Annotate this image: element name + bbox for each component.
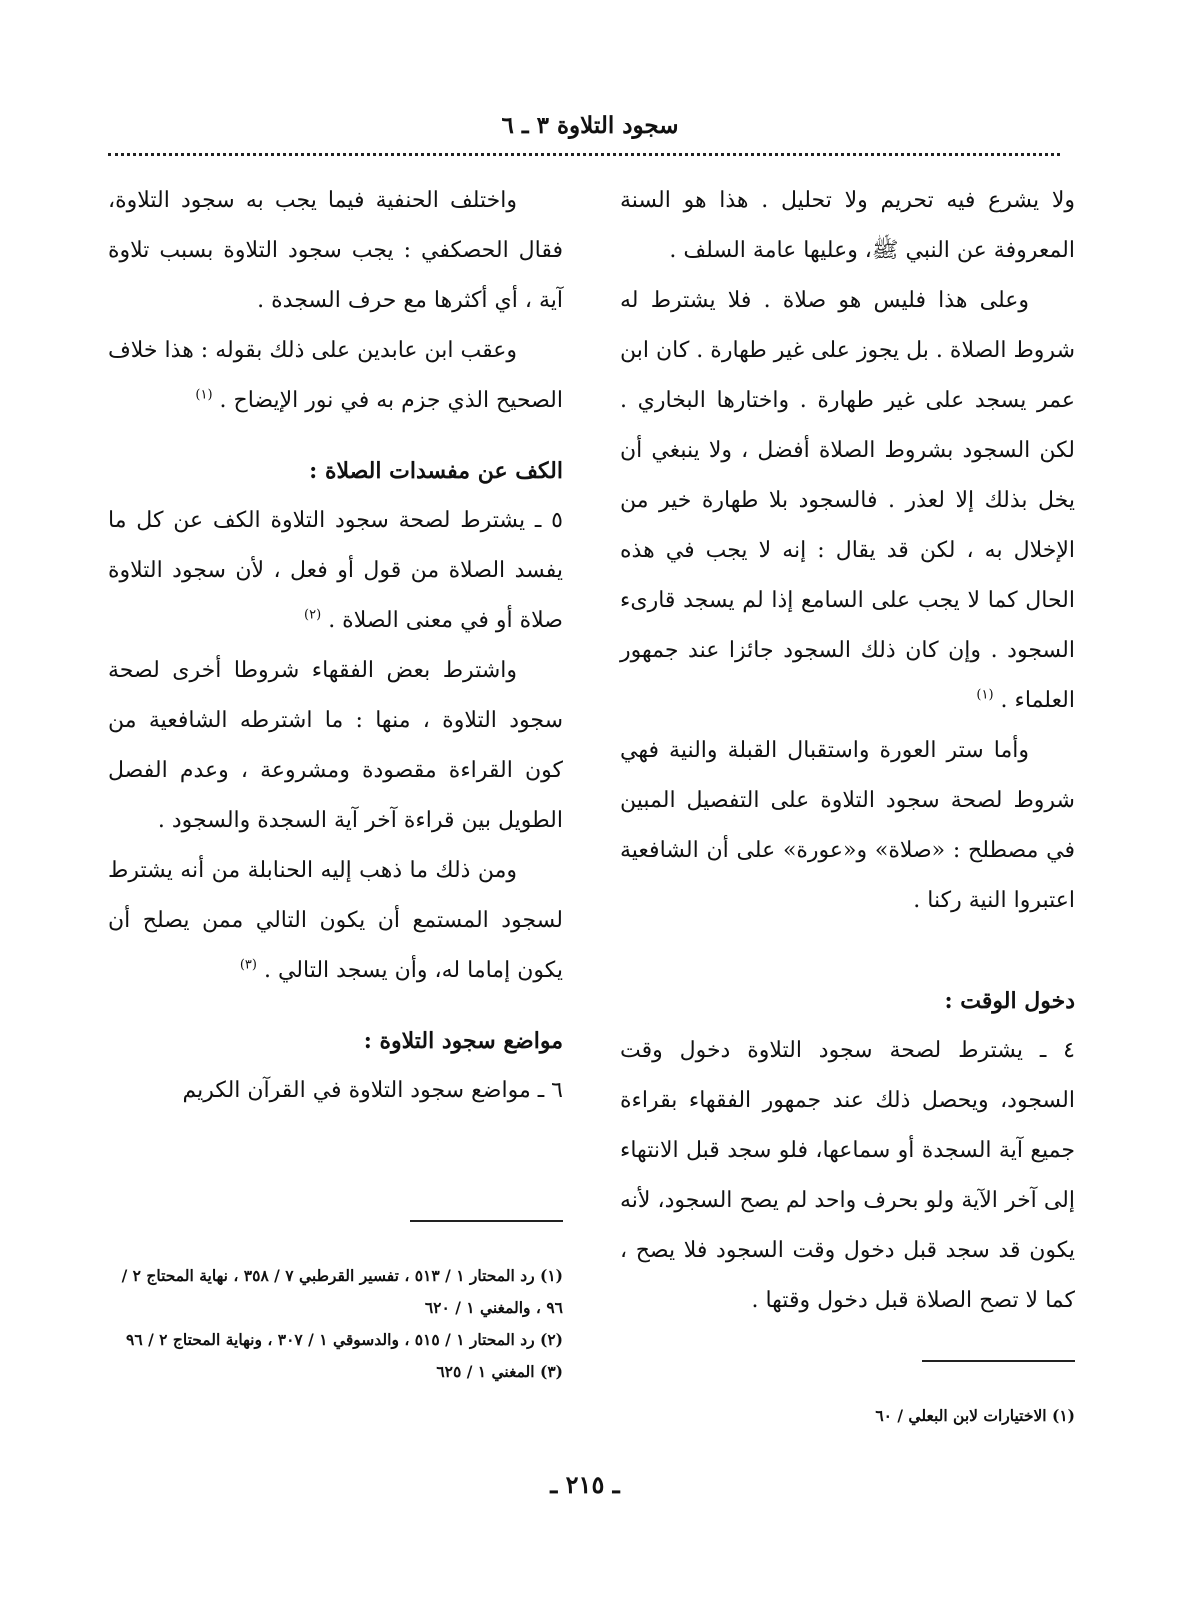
paragraph: وأما ستر العورة واستقبال القبلة والنية فهي شروط لصحة سجود التلاوة على التفصيل المبين في مصطلح : «صلاة» و«عورة» على أن الشافعية اعتبروا النية ركنا . (620, 738, 1075, 913)
paragraph-text: وعقب ابن عابدين على ذلك بقوله : هذا خلاف الصحيح الذي جزم به في نور الإيضاح . (108, 338, 563, 413)
footnote-text: المغني ١ / ٦٢٥ (436, 1362, 535, 1381)
footnote-text: رد المحتار ١ / ٥١٣ ، تفسير القرطبي ٧ / ٣٥٨ ، نهاية المحتاج ٢ / ٩٦ ، والمغني ١ / ٦٢٠ (121, 1266, 563, 1317)
footnote-rule (410, 1220, 563, 1222)
paragraph: ٤ ـ يشترط لصحة سجود التلاوة دخول وقت السجود، ويحصل ذلك عند جمهور الفقهاء بقراءة جميع آية السجدة أو سماعها، فلو سجد قبل الانتهاء إلى آخر الآية ولو بحرف واحد لم يصح السجود، لأنه يكون قد سجد قبل دخول وقت السجود فلا يصح ، كما لا تصح الصلاة قبل دخول وقتها . (620, 1038, 1075, 1313)
footnote (108, 1324, 563, 1356)
footnotes-left (108, 1260, 563, 1388)
spacer (620, 926, 1075, 976)
paragraph: ٦ ـ مواضع سجود التلاوة في القرآن الكريم (182, 1078, 563, 1103)
paragraph-text: ٥ ـ يشترط لصحة سجود التلاوة الكف عن كل ما يفسد الصلاة من قول أو فعل ، لأن سجود التلاوة صلاة أو في معنى الصلاة . (108, 508, 563, 633)
section-heading: مواضع سجود التلاوة : (363, 1028, 563, 1054)
footnote-ref: (٢) (304, 607, 322, 623)
page-number: ـ ٢١٥ ـ (550, 1470, 620, 1499)
paragraph: واشترط بعض الفقهاء شروطا أخرى لصحة سجود التلاوة ، منها : ما اشترطه الشافعية من كون القراءة مقصودة ومشروعة ، وعدم الفصل الطويل بين قراءة آخر آية السجدة والسجود . (108, 658, 563, 833)
footnotes-right (620, 1400, 1075, 1432)
footnote-ref: (١) (195, 387, 213, 403)
footnote-number: (١) (539, 1266, 563, 1285)
footnote: (١) الاختيارات لابن البعلي / ٦٠ (875, 1406, 1075, 1425)
paragraph (108, 326, 563, 426)
paragraph-text: وعلى هذا فليس هو صلاة . فلا يشترط له شروط الصلاة . بل يجوز على غير طهارة . كان ابن عمر يسجد على غير طهارة . واختارها البخاري . لكن السجود بشروط الصلاة أفضل ، ولا ينبغي أن يخل بذلك إلا لعذر . فالسجود بلا طهارة خير من الإخلال به ، لكن قد يقال : إنه لا يجب في هذه الحال كما لا يجب على السامع إذا لم يسجد قارىء السجود . وإن كان ذلك السجود جائزا عند جمهور العلماء . (620, 288, 1075, 713)
section-heading: دخول الوقت : (944, 988, 1075, 1014)
right-column (620, 176, 1075, 1326)
footnote-number: (٢) (539, 1330, 563, 1349)
left-column (108, 176, 563, 1116)
footnote-number: (٣) (539, 1362, 563, 1381)
footnote-rule (922, 1360, 1075, 1362)
footnote (108, 1356, 563, 1388)
footnote-ref: (١) (976, 687, 994, 703)
section-heading: الكف عن مفسدات الصلاة : (309, 458, 563, 484)
running-header-title: سجود التلاوة ٣ ـ ٦ (501, 112, 679, 139)
footnote (108, 1260, 563, 1324)
footnote-ref: (٣) (239, 957, 257, 973)
footnote-text: رد المحتار ١ / ٥١٥ ، والدسوقي ١ / ٣٠٧ ، ونهاية المحتاج ٢ / ٩٦ (126, 1330, 535, 1349)
paragraph-text: ومن ذلك ما ذهب إليه الحنابلة من أنه يشترط لسجود المستمع أن يكون التالي ممن يصلح أن يكون إماما له، وأن يسجد التالي . (108, 858, 563, 983)
header-dotted-rule (108, 153, 1060, 156)
spacer (108, 996, 563, 1016)
paragraph: واختلف الحنفية فيما يجب به سجود التلاوة، فقال الحصكفي : يجب سجود التلاوة بسبب تلاوة آية ، أي أكثرها مع حرف السجدة . (108, 188, 563, 313)
paragraph (108, 846, 563, 996)
spacer (108, 426, 563, 446)
paragraph (620, 276, 1075, 726)
paragraph (108, 496, 563, 646)
paragraph: ولا يشرع فيه تحريم ولا تحليل . هذا هو السنة المعروفة عن النبي ﷺ، وعليها عامة السلف . (620, 188, 1075, 263)
